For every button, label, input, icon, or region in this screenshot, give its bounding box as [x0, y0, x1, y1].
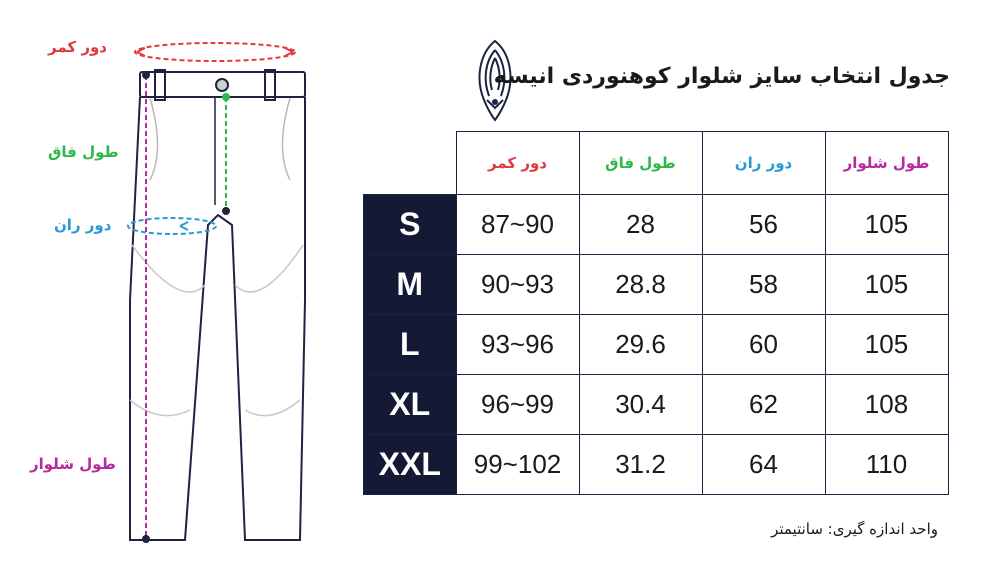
waist-value: 87~90 — [456, 195, 579, 255]
size-label: L — [364, 315, 457, 375]
length-value: 108 — [825, 375, 948, 435]
length-value: 105 — [825, 315, 948, 375]
pants-diagram-icon — [0, 0, 340, 578]
waist-value: 93~96 — [456, 315, 579, 375]
thigh-value: 58 — [702, 255, 825, 315]
length-value: 105 — [825, 195, 948, 255]
length-value: 105 — [825, 255, 948, 315]
waist-value: 96~99 — [456, 375, 579, 435]
size-label: S — [364, 195, 457, 255]
diagram-label-waist: دور کمر — [48, 38, 107, 56]
length-value: 110 — [825, 435, 948, 495]
size-label: M — [364, 255, 457, 315]
thigh-value: 64 — [702, 435, 825, 495]
table-row — [364, 435, 949, 495]
rise-value: 31.2 — [579, 435, 702, 495]
table-row — [364, 255, 949, 315]
size-label: XL — [364, 375, 457, 435]
rise-value: 29.6 — [579, 315, 702, 375]
size-table — [363, 131, 949, 495]
diagram-label-thigh: دور ران — [54, 216, 112, 234]
header-length: طول شلوار — [825, 132, 948, 195]
table-corner — [364, 132, 457, 195]
size-label: XXL — [364, 435, 457, 495]
rise-value: 28.8 — [579, 255, 702, 315]
diagram-label-rise: طول فاق — [48, 143, 119, 161]
unit-note: واحد اندازه گیری: سانتیمتر — [771, 520, 938, 538]
waist-value: 90~93 — [456, 255, 579, 315]
table-row — [364, 195, 949, 255]
page-title: جدول انتخاب سایز شلوار کوهنوردی انیسه — [493, 64, 950, 89]
header — [470, 38, 950, 123]
header-rise: طول فاق — [579, 132, 702, 195]
rise-value: 28 — [579, 195, 702, 255]
waist-value: 99~102 — [456, 435, 579, 495]
thigh-value: 56 — [702, 195, 825, 255]
header-thigh: دور ران — [702, 132, 825, 195]
table-row — [364, 375, 949, 435]
rise-value: 30.4 — [579, 375, 702, 435]
table-row — [364, 315, 949, 375]
table-header-row — [364, 132, 949, 195]
thigh-value: 62 — [702, 375, 825, 435]
diagram-label-length: طول شلوار — [30, 455, 116, 473]
thigh-value: 60 — [702, 315, 825, 375]
header-waist: دور کمر — [456, 132, 579, 195]
